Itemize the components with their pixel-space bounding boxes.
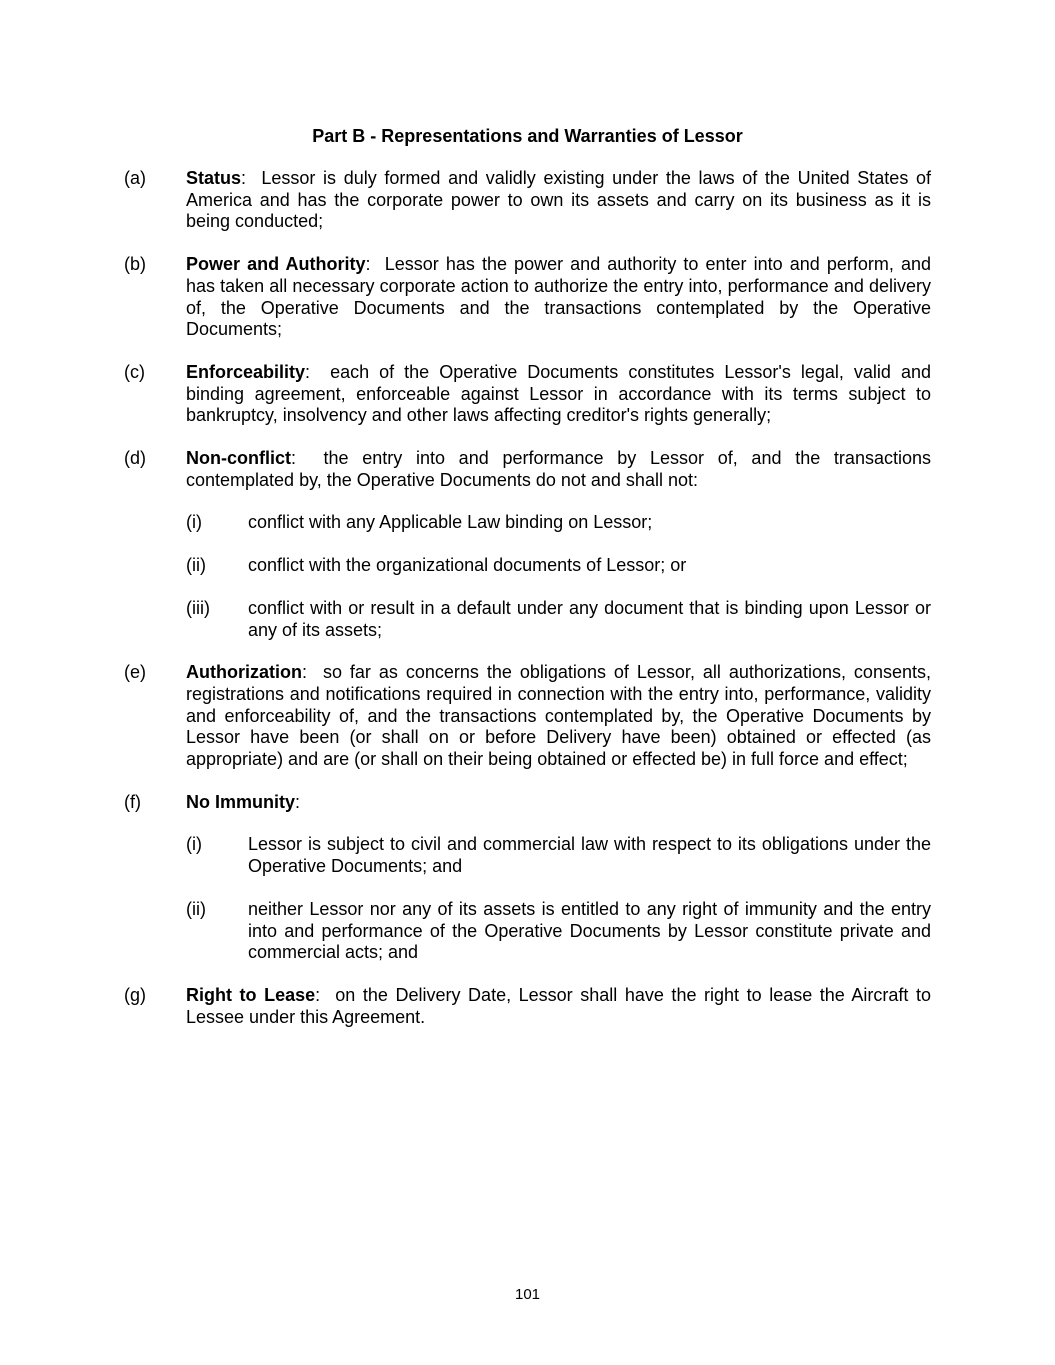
item-text: the entry into and performance by Lessor of, and the transactions contemplated by, the Operative Documents do not and shall not:	[186, 448, 931, 490]
item-term: Enforceability	[186, 361, 306, 382]
item-label: (g)	[124, 984, 146, 1005]
item-label: (f)	[124, 791, 141, 812]
sub-item-text: conflict with or result in a default under any document that is binding upon Lessor or any of its assets;	[248, 597, 931, 640]
item-text: on the Delivery Date, Lessor shall have the right to lease the Aircraft to Lessee under this Agreement.	[186, 984, 931, 1027]
page-title: Part B - Representations and Warranties of Lessor	[312, 126, 743, 146]
item-text: Lessor is duly formed and validly existing under the laws of the United States of America and has the corporate power to own its assets and carry on its business as it is being conducted;	[186, 168, 931, 232]
list-item-right-to-lease	[124, 985, 931, 1028]
item-separator: :	[315, 984, 336, 1005]
sub-item-label: (ii)	[186, 555, 206, 576]
list-item-no-immunity	[124, 792, 931, 814]
item-term: No Immunity	[186, 791, 296, 812]
item-separator: :	[241, 168, 262, 188]
item-body	[186, 448, 931, 491]
list-item-authorization	[124, 662, 931, 771]
item-label: (e)	[124, 662, 146, 683]
sub-item	[186, 834, 931, 877]
sub-item-text: conflict with the organizational documents of Lessor; or	[248, 555, 687, 576]
sub-item	[186, 512, 931, 534]
item-body	[186, 168, 931, 233]
item-text: so far as concerns the obligations of Lessor, all authorizations, consents, registrations and notifications required in connection with the entry into, performance, validity and enforceability of, and the transactions contemplated by, the Operative Documents by Lessor have been (or shall on or before Delivery have been) obtained or effected (as appropriate) and are (or shall on their being obtained or effected be) in full force and effect;	[186, 662, 931, 770]
representations-list	[124, 168, 931, 1049]
item-separator: :	[291, 448, 324, 469]
sub-item	[186, 555, 931, 577]
list-item-non-conflict	[124, 448, 931, 491]
item-term: Power and Authority	[186, 254, 366, 275]
sub-item-label: (i)	[186, 512, 202, 533]
sub-item-label: (iii)	[186, 597, 210, 618]
item-text: each of the Operative Documents constitutes Lessor's legal, valid and binding agreement, enforceable against Lessor in accordance with its terms subject to bankruptcy, insolvency and other laws affecting creditor's rights generally;	[186, 361, 931, 426]
item-separator: :	[301, 662, 323, 683]
item-separator: :	[365, 254, 385, 275]
list-item-enforceability	[124, 362, 931, 427]
sub-item-label: (ii)	[186, 898, 206, 919]
item-term: Authorization	[186, 662, 302, 683]
item-label: (a)	[124, 168, 146, 188]
sub-item-label: (i)	[186, 834, 202, 855]
item-label: (b)	[124, 254, 146, 275]
item-body	[186, 985, 931, 1028]
item-term: Status	[186, 168, 242, 188]
sub-item	[186, 899, 931, 964]
item-body	[186, 792, 931, 814]
item-body	[186, 362, 931, 427]
item-separator: :	[305, 361, 331, 382]
item-body	[186, 254, 931, 341]
sub-item	[186, 598, 931, 641]
item-label: (c)	[124, 361, 145, 382]
list-item-power-and-authority	[124, 254, 931, 341]
sub-item-text: Lessor is subject to civil and commercial law with respect to its obligations under the Operative Documents; and	[248, 834, 931, 877]
item-term: Right to Lease	[186, 984, 316, 1005]
list-item-status	[124, 168, 931, 233]
item-text: Lessor has the power and authority to enter into and perform, and has taken all necessary corporate action to authorize the entry into, performance and delivery of, the Operative Documents and the transactions contemplated by the Operative Documents;	[186, 254, 931, 340]
item-term: Non-conflict	[186, 448, 291, 469]
sub-item-text: conflict with any Applicable Law binding on Lessor;	[248, 512, 653, 533]
item-label: (d)	[124, 448, 146, 469]
item-separator: :	[295, 791, 301, 812]
item-body	[186, 662, 931, 771]
page-number: 101	[514, 1286, 541, 1303]
sub-item-text: neither Lessor nor any of its assets is entitled to any right of immunity and the entry into and performance of the Operative Documents by Lessor constitute private and commercial acts; and	[248, 898, 931, 963]
